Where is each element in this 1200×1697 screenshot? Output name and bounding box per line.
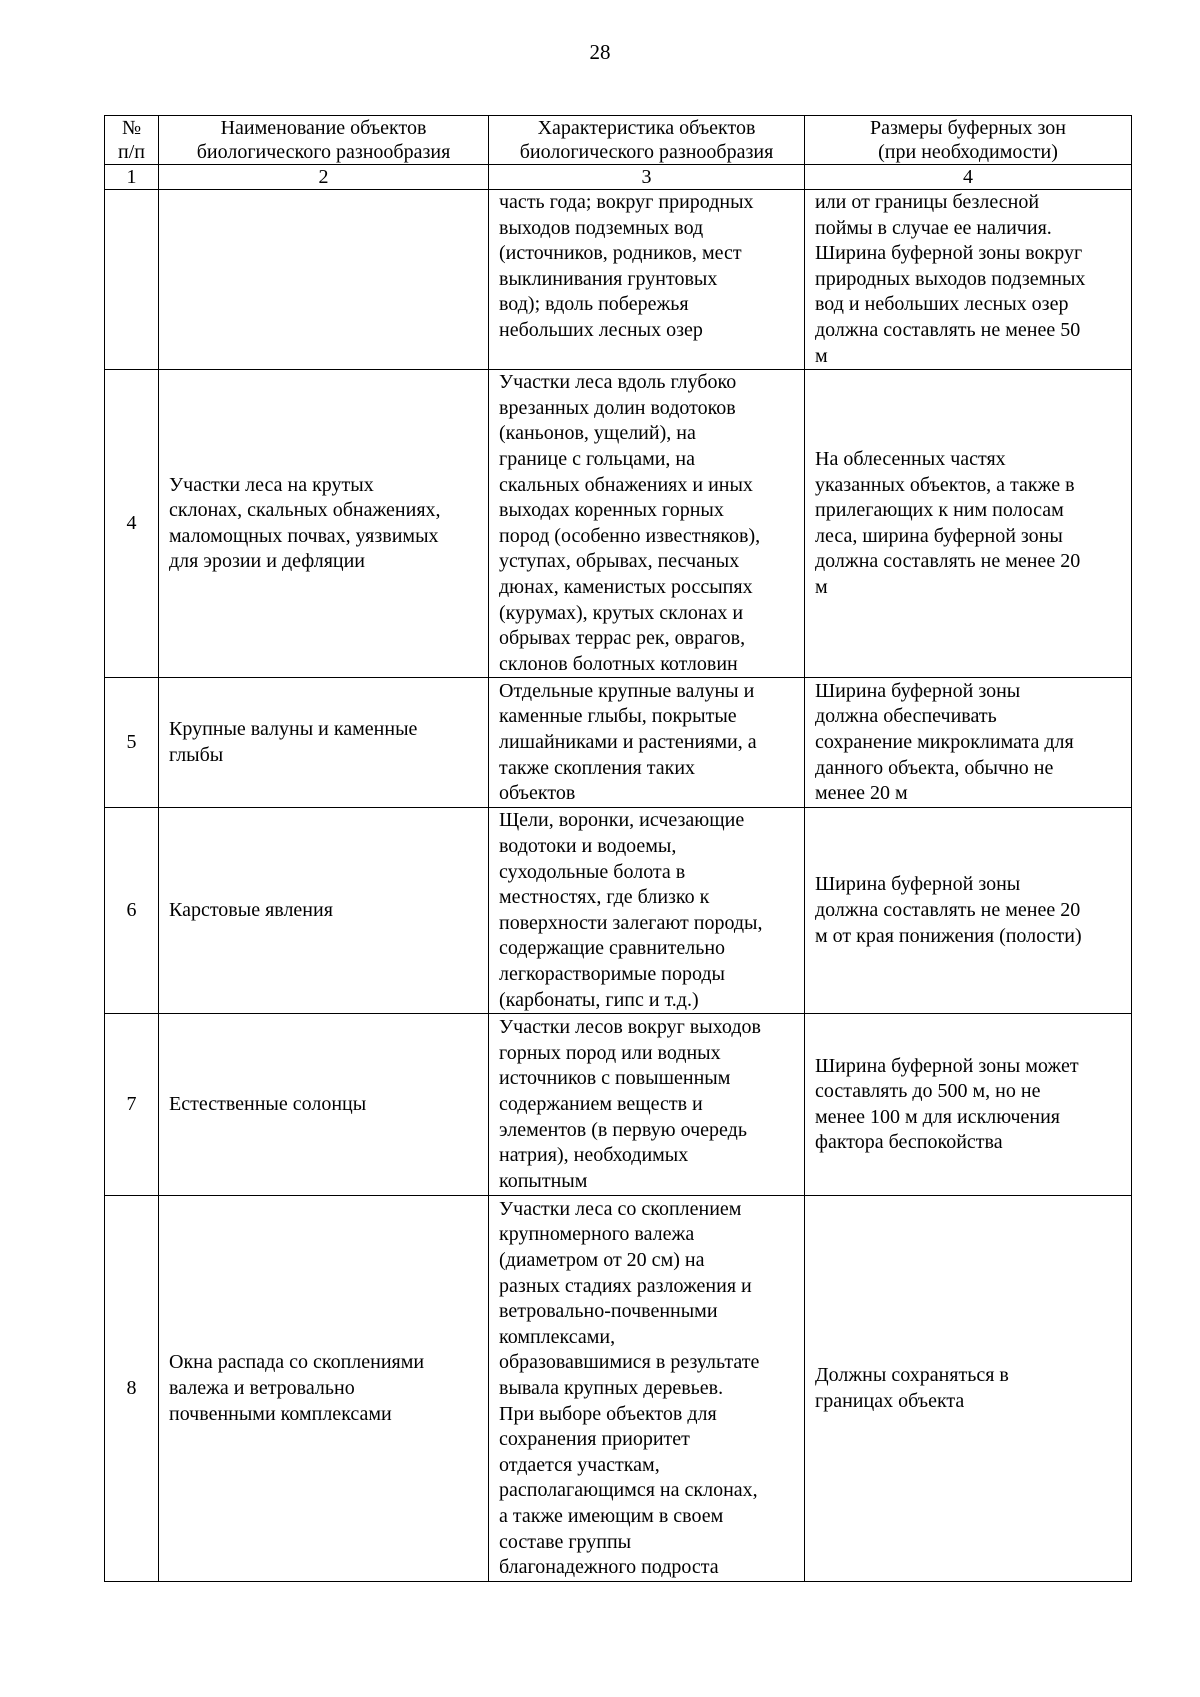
row-name bbox=[159, 190, 489, 370]
row-characteristic: Участки леса со скоплением крупномерного валежа (диаметром от 20 см) на разных стадиях разложения и ветровально-почвенными комплексами, образовавшимися в результате вывала крупных деревьев. При выборе объектов для сохранения приоритет отдается участкам, располагающимся на склонах, а также имеющим в своем составе группы благонадежного подроста bbox=[489, 1196, 805, 1582]
row-number: 5 bbox=[105, 678, 159, 808]
header-number: № п/п bbox=[105, 116, 159, 165]
row-buffer: Ширина буферной зоны должна обеспечивать сохранение микроклимата для данного объекта, обычно не менее 20 м bbox=[805, 678, 1132, 808]
row-number bbox=[105, 190, 159, 370]
row-characteristic: Участки лесов вокруг выходов горных пород или водных источников с повышенным содержанием веществ и элементов (в первую очередь натрия), необходимых копытным bbox=[489, 1014, 805, 1196]
table-row bbox=[105, 1196, 1132, 1582]
row-characteristic: Отдельные крупные валуны и каменные глыбы, покрытые лишайниками и растениями, а также скопления таких объектов bbox=[489, 678, 805, 808]
row-name: Окна распада со скоплениями валежа и ветровально почвенными комплексами bbox=[159, 1196, 489, 1582]
column-number: 4 bbox=[805, 165, 1132, 190]
column-number: 2 bbox=[159, 165, 489, 190]
table-row bbox=[105, 678, 1132, 808]
row-buffer: или от границы безлесной поймы в случае ее наличия. Ширина буферной зоны вокруг природных выходов подземных вод и небольших лесных озер должна составлять не менее 50 м bbox=[805, 190, 1132, 370]
row-characteristic: Участки леса вдоль глубоко врезанных долин водотоков (каньонов, ущелий), на границе с гольцами, на скальных обнажениях и иных выходах коренных горных пород (особенно известняков), уступах, обрывах, песчаных дюнах, каменистых россыпях (курумах), крутых склонах и обрывах террас рек, оврагов, склонов болотных котловин bbox=[489, 370, 805, 678]
row-name: Участки леса на крутых склонах, скальных обнажениях, маломощных почвах, уязвимых для эрозии и дефляции bbox=[159, 370, 489, 678]
header-buffer-size: Размеры буферных зон (при необходимости) bbox=[805, 116, 1132, 165]
row-buffer: Ширина буферной зоны может составлять до 500 м, но не менее 100 м для исключения фактора беспокойства bbox=[805, 1014, 1132, 1196]
table-row bbox=[105, 370, 1132, 678]
row-name: Крупные валуны и каменные глыбы bbox=[159, 678, 489, 808]
row-name: Карстовые явления bbox=[159, 808, 489, 1014]
column-number: 3 bbox=[489, 165, 805, 190]
row-number: 6 bbox=[105, 808, 159, 1014]
row-name: Естественные солонцы bbox=[159, 1014, 489, 1196]
row-characteristic: Щели, воронки, исчезающие водотоки и водоемы, суходольные болота в местностях, где близко к поверхности залегают породы, содержащие сравнительно легкорастворимые породы (карбонаты, гипс и т.д.) bbox=[489, 808, 805, 1014]
table-header-row bbox=[105, 116, 1132, 165]
row-number: 8 bbox=[105, 1196, 159, 1582]
row-number: 7 bbox=[105, 1014, 159, 1196]
row-buffer: На облесенных частях указанных объектов, а также в прилегающих к ним полосам леса, ширина буферной зоны должна составлять не менее 20 м bbox=[805, 370, 1132, 678]
row-buffer: Ширина буферной зоны должна составлять не менее 20 м от края понижения (полости) bbox=[805, 808, 1132, 1014]
table-row bbox=[105, 1014, 1132, 1196]
biodiversity-objects-table bbox=[104, 115, 1132, 1582]
row-characteristic: часть года; вокруг природных выходов подземных вод (источников, родников, мест выклинивания грунтовых вод); вдоль побережья небольших лесных озер bbox=[489, 190, 805, 370]
column-number: 1 bbox=[105, 165, 159, 190]
table-row bbox=[105, 808, 1132, 1014]
page-number: 28 bbox=[589, 40, 611, 64]
table-row bbox=[105, 190, 1132, 370]
header-object-characteristic: Характеристика объектов биологического разнообразия bbox=[489, 116, 805, 165]
row-number: 4 bbox=[105, 370, 159, 678]
column-number-row bbox=[105, 165, 1132, 190]
row-buffer: Должны сохраняться в границах объекта bbox=[805, 1196, 1132, 1582]
header-object-name: Наименование объектов биологического разнообразия bbox=[159, 116, 489, 165]
